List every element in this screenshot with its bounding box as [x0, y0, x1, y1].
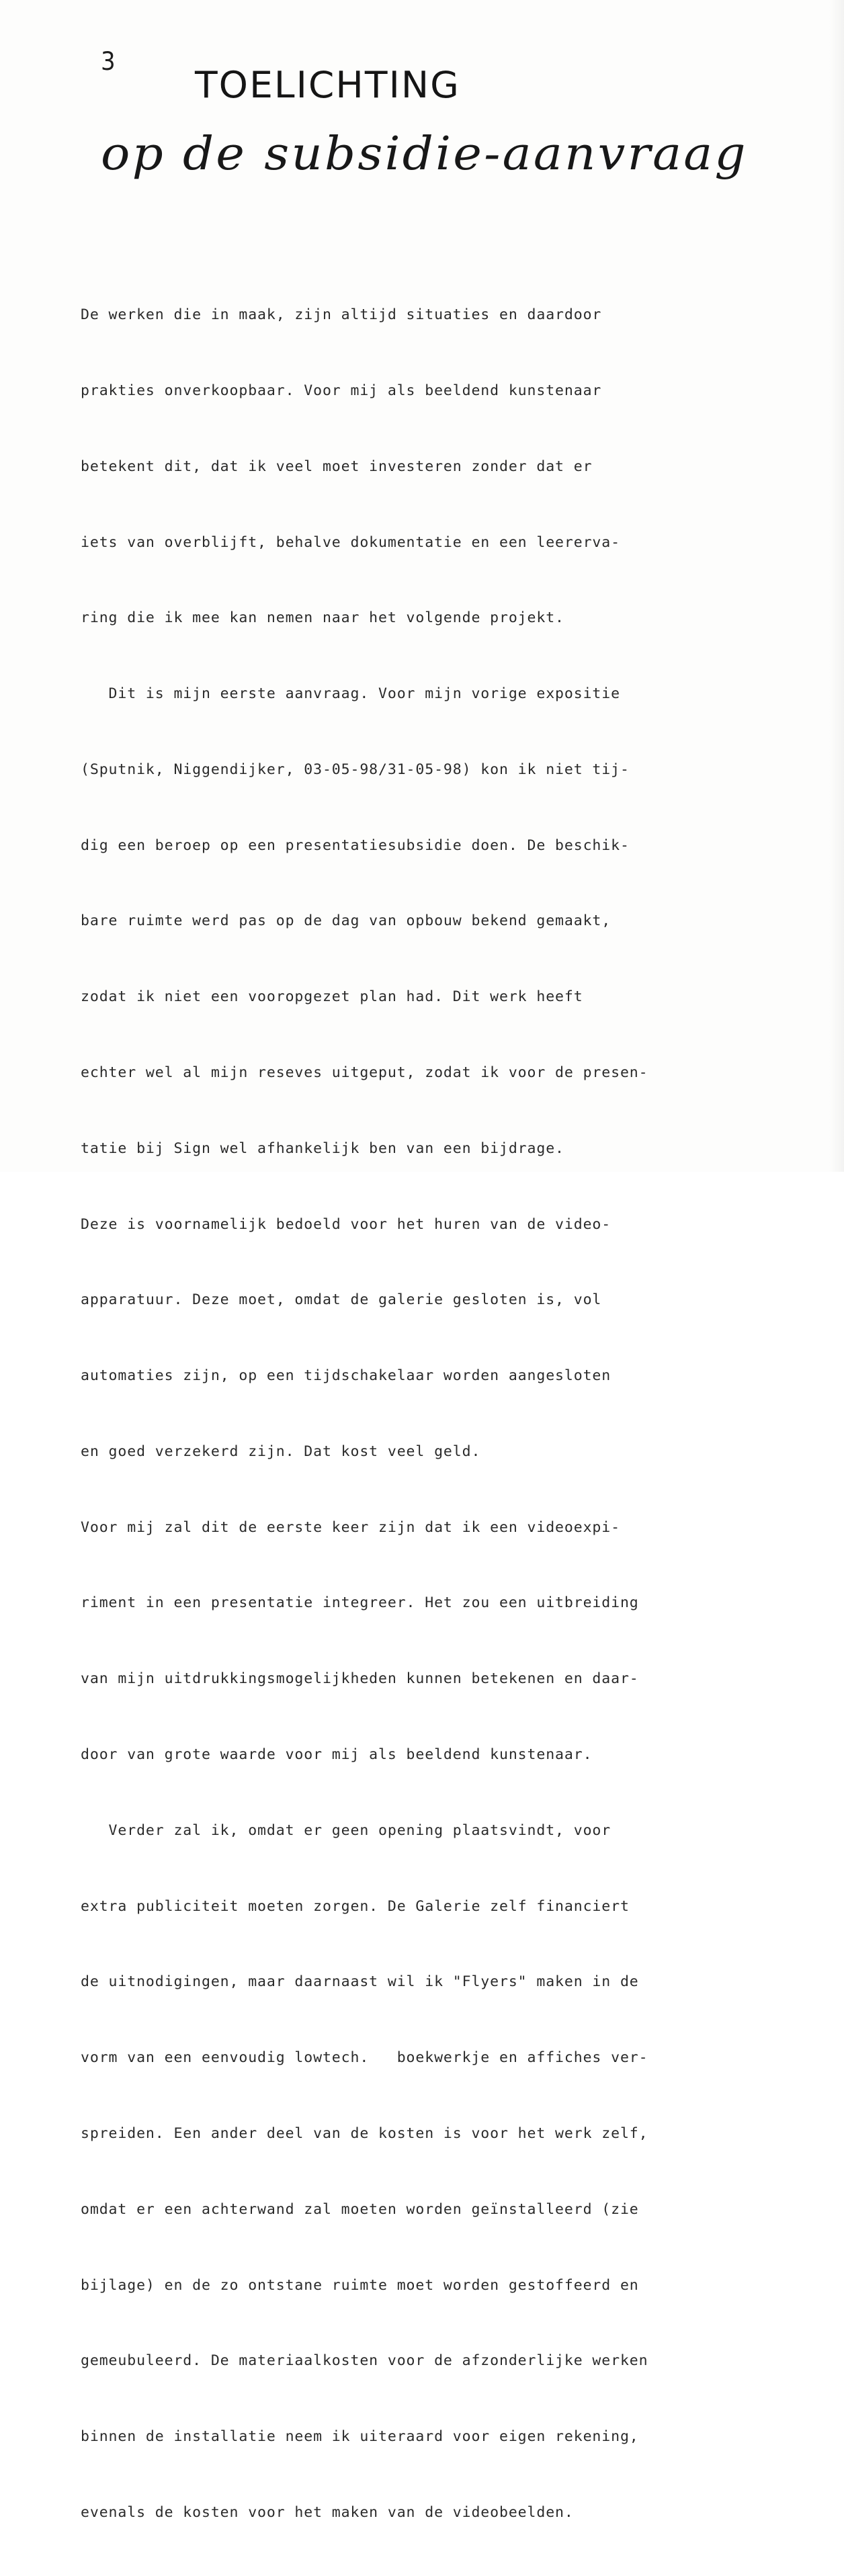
body-line: Verder zal ik, omdat er geen opening plaatsvindt, voor [81, 1821, 611, 1839]
handwritten-subtitle: op de subsidie-aanvraag [101, 128, 748, 181]
document-title: TOELICHTING [195, 64, 460, 106]
body-line: Voor mij zal dit de eerste keer zijn dat ik een videoexpi- [81, 1518, 620, 1536]
body-line: betekent dit, dat ik veel moet investeren zonder dat er [81, 458, 593, 475]
body-line: De werken die in maak, zijn altijd situaties en daardoor [81, 306, 602, 324]
body-line: automaties zijn, op een tijdschakelaar worden aangesloten [81, 1367, 611, 1385]
body-line: bijlage) en de zo ontstane ruimte moet worden gestoffeerd en [81, 2276, 639, 2294]
body-text [81, 252, 726, 2576]
body-line: (Sputnik, Niggendijker, 03-05-98/31-05-98) kon ik niet tij- [81, 761, 630, 778]
body-line: door van grote waarde voor mij als beeldend kunstenaar. [81, 1746, 593, 1764]
body-line: dig een beroep op een presentatiesubsidie doen. De beschik- [81, 836, 630, 854]
body-line: iets van overblijft, behalve dokumentatie en een leererva- [81, 533, 620, 551]
body-line: zodat ik niet een vooropgezet plan had. Dit werk heeft [81, 988, 583, 1006]
body-line: vorm van een eenvoudig lowtech. boekwerkje en affiches ver- [81, 2049, 648, 2067]
body-line: spreiden. Een ander deel van de kosten is voor het werk zelf, [81, 2124, 648, 2142]
body-line: Dit is mijn eerste aanvraag. Voor mijn vorige expositie [81, 685, 620, 703]
body-line: en goed verzekerd zijn. Dat kost veel geld. [81, 1443, 481, 1460]
body-line: prakties onverkoopbaar. Voor mij als beeldend kunstenaar [81, 382, 602, 399]
body-line: binnen de installatie neem ik uiteraard voor eigen rekening, [81, 2428, 639, 2446]
body-line: omdat er een achterwand zal moeten worden geïnstalleerd (zie [81, 2200, 639, 2218]
body-line: evenals de kosten voor het maken van de videobeelden. [81, 2503, 574, 2521]
page-number: 3 [101, 47, 116, 77]
body-line: tatie bij Sign wel afhankelijk ben van een bijdrage. [81, 1140, 564, 1157]
body-line: riment in een presentatie integreer. Het zou een uitbreiding [81, 1594, 639, 1612]
body-line: extra publiciteit moeten zorgen. De Galerie zelf financiert [81, 1897, 630, 1915]
body-line: echter wel al mijn reseves uitgeput, zodat ik voor de presen- [81, 1064, 648, 1081]
body-line: apparatuur. Deze moet, omdat de galerie gesloten is, vol [81, 1291, 602, 1309]
page-edge-shadow [829, 0, 844, 1172]
body-line: van mijn uitdrukkingsmogelijkheden kunnen betekenen en daar- [81, 1670, 639, 1688]
body-line: de uitnodigingen, maar daarnaast wil ik "Flyers" maken in de [81, 1973, 639, 1991]
body-line: Deze is voornamelijk bedoeld voor het huren van de video- [81, 1215, 611, 1233]
body-line: gemeubuleerd. De materiaalkosten voor de afzonderlijke werken [81, 2352, 648, 2370]
body-line: ring die ik mee kan nemen naar het volgende projekt. [81, 609, 564, 627]
body-line: bare ruimte werd pas op de dag van opbouw bekend gemaakt, [81, 912, 611, 930]
